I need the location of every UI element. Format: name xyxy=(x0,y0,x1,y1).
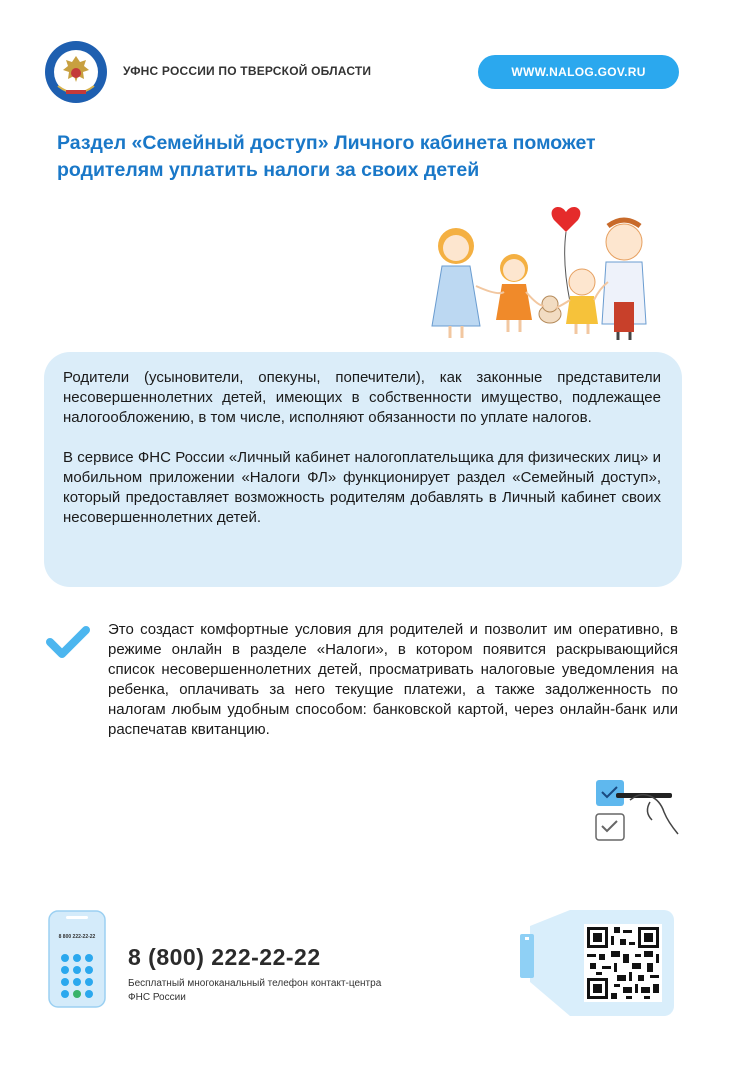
check-icon xyxy=(44,618,92,666)
hand-checkbox-icon xyxy=(590,776,686,850)
info-paragraph-parents: Родители (усыновители, опекуны, попечители), как законные представители несовершеннолетних детей, имеющих в собственности имущество, подлежащее налогообложению, в том числе, исполняют обязанности по уплате налогов. xyxy=(63,369,661,426)
info-paragraph-family-access: В сервисе ФНС России «Личный кабинет налогоплательщика для физических лиц» и мобильном приложении «Налоги ФЛ» функционирует раздел «Семейный доступ», который предоставляет возможность родителям добавлять в Личный кабинет своих несовершеннолетних детей. xyxy=(63,449,661,526)
fns-emblem-logo xyxy=(44,40,108,104)
org-name: УФНС РОССИИ ПО ТВЕРСКОЙ ОБЛАСТИ xyxy=(123,64,372,78)
qr-code[interactable] xyxy=(584,924,662,1002)
benefit-text: Это создаст комфортные условия для родителей и позволит им оперативно, в режиме онлайн в разделе «Налоги», в котором появится раскрывающийся список несовершеннолетних детей, просматривать налоговые уведомления на ребенка, оплачивать за него текущие платежи, а также задолженность по налогам любым удобным способом: банковской картой, через онлайн-банк или распечатав квитанцию. xyxy=(108,621,678,738)
phone-screen-number: 8 800 222-22-22 xyxy=(58,934,96,940)
hotline-phone-number[interactable]: 8 (800) 222-22-22 xyxy=(128,944,321,970)
hotline-description: Бесплатный многоканальный телефон контакт-центра ФНС России xyxy=(128,978,382,1003)
phone-icon xyxy=(48,910,106,1008)
family-illustration xyxy=(428,196,668,344)
website-link-button[interactable]: WWW.NALOG.GOV.RU xyxy=(478,55,679,89)
page-headline: Раздел «Семейный доступ» Личного кабинета поможет родителям уплатить налоги за своих детей xyxy=(57,132,596,181)
info-box xyxy=(44,352,682,587)
